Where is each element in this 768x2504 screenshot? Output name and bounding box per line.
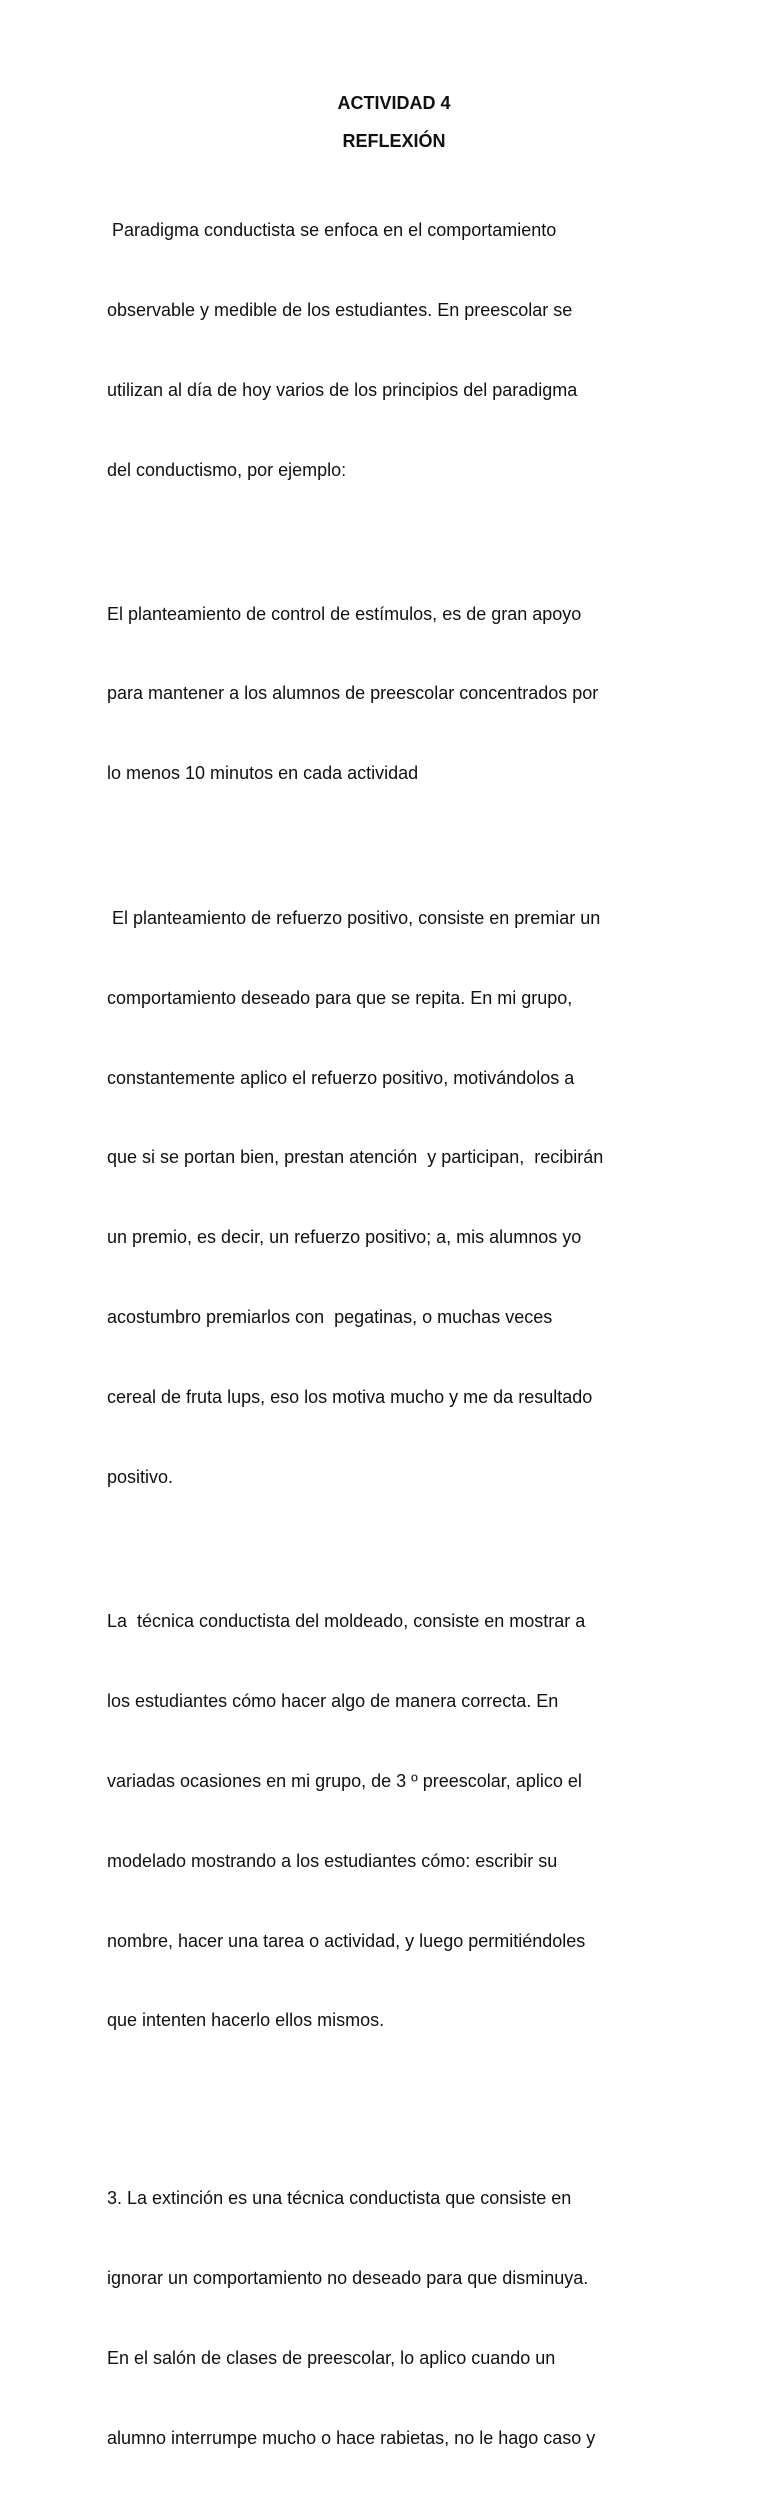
paragraph-stimulus-control [107,547,667,840]
text-line: acostumbro premiarlos con pegatinas, o muchas veces [107,1306,553,1327]
document-subtitle: REFLEXIÓN [342,131,446,151]
text-line: del conductismo, por ejemplo: [107,459,347,480]
text-line: El planteamiento de refuerzo positivo, consiste en premiar un [107,908,601,929]
text-line: nombre, hacer una tarea o actividad, y luego permitiéndoles [107,1930,586,1951]
text-line: En el salón de clases de preescolar, lo aplico cuando un [107,2347,556,2368]
text-line: El planteamiento de control de estímulos, es de gran apoyo [107,603,582,624]
text-line: que intenten hacerlo ellos mismos. [107,2010,385,2031]
text-line: modelado mostrando a los estudiantes cómo: escribir su [107,1850,558,1871]
text-line: ignorar un comportamiento no deseado para que disminuya. [107,2268,589,2289]
text-line: constantemente aplico el refuerzo positivo, motivándolos a [107,1067,575,1088]
text-line: La técnica conductista del moldeado, consiste en mostrar a [107,1611,586,1632]
text-line: observable y medible de los estudiantes. En preescolar se [107,299,573,320]
text-line: que si se portan bien, prestan atención y participan, recibirán [107,1147,604,1168]
paragraph-extinction [107,2132,667,2504]
text-line: para mantener a los alumnos de preescolar concentrados por [107,683,599,704]
document-title: ACTIVIDAD 4 [337,93,451,113]
text-line: 3. La extinción es una técnica conductista que consiste en [107,2188,572,2209]
text-line: positivo. [107,1466,174,1487]
text-line: alumno interrumpe mucho o hace rabietas, no le hago caso y [107,2427,596,2448]
text-line: Paradigma conductista se enfoca en el comportamiento [107,220,557,241]
text-line: variadas ocasiones en mi grupo, de 3 º preescolar, aplico el [107,1771,582,1792]
paragraph-modeling [107,1555,667,2087]
document-page [107,90,667,2504]
text-line: lo menos 10 minutos en cada actividad [107,763,419,784]
text-line: los estudiantes cómo hacer algo de manera correcta. En [107,1691,559,1712]
paragraph-positive-reinforcement [107,852,667,1543]
text-line: cereal de fruta lups, eso los motiva mucho y me da resultado [107,1386,593,1407]
text-line: utilizan al día de hoy varios de los principios del paradigma [107,379,578,400]
paragraph-behaviorist-paradigm [107,164,667,536]
text-line: comportamiento deseado para que se repita. En mi grupo, [107,987,573,1008]
text-line: un premio, es decir, un refuerzo positivo; a, mis alumnos yo [107,1227,582,1248]
